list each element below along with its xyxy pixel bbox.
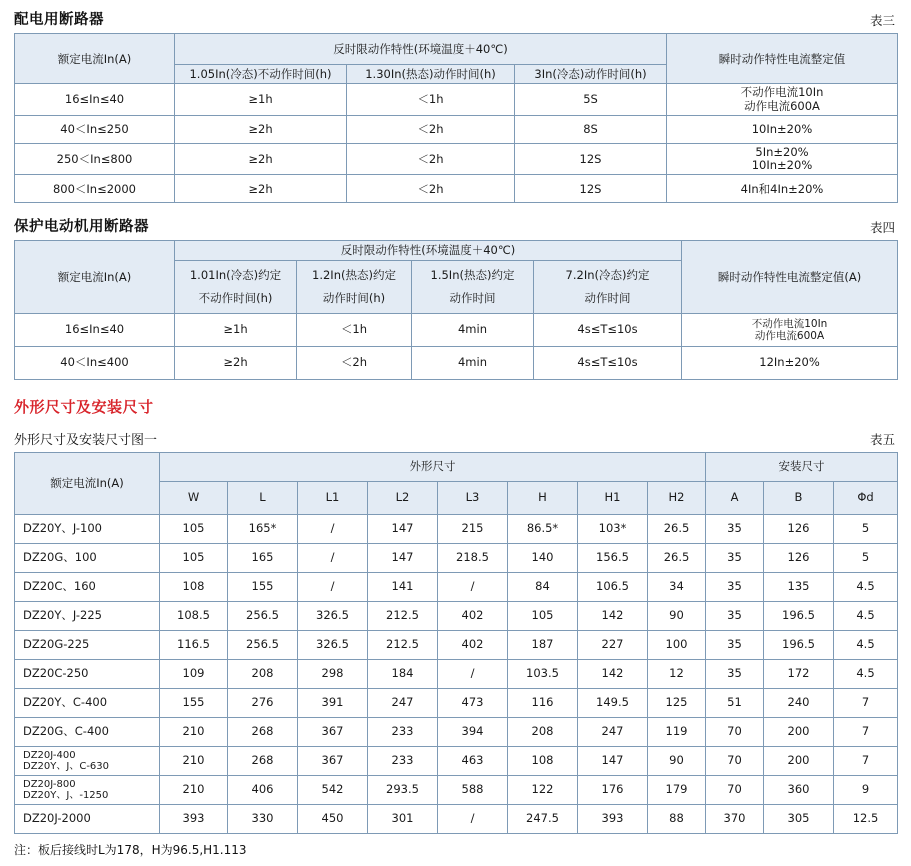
th-72in-line1: 7.2In(冷态)约定 bbox=[565, 268, 650, 283]
table-row bbox=[15, 659, 898, 688]
cell-l: 330 bbox=[228, 804, 298, 833]
table-dimensions bbox=[14, 452, 898, 834]
cell-phid: 5 bbox=[834, 543, 898, 572]
cell-l2: 212.5 bbox=[368, 630, 438, 659]
table-row bbox=[15, 746, 898, 775]
cell-w: 210 bbox=[160, 717, 228, 746]
cell-l1: 542 bbox=[298, 775, 368, 804]
cell-a: 370 bbox=[706, 804, 764, 833]
cell-model-line1: DZ20J-800 bbox=[23, 778, 76, 790]
cell-b: 240 bbox=[764, 688, 834, 717]
cell-h1: 393 bbox=[578, 804, 648, 833]
th-instant-setting: 瞬时动作特性电流整定值 bbox=[667, 34, 898, 84]
cell-l3: 218.5 bbox=[438, 543, 508, 572]
cell-phid: 4.5 bbox=[834, 572, 898, 601]
cell-l1: 391 bbox=[298, 688, 368, 717]
th-outline-dimensions: 外形尺寸 bbox=[160, 452, 706, 481]
cell-15: 4min bbox=[412, 313, 534, 346]
th-mounting-dimensions: 安装尺寸 bbox=[706, 452, 898, 481]
cell-a: 70 bbox=[706, 746, 764, 775]
cell-h2: 26.5 bbox=[648, 514, 706, 543]
table-row bbox=[15, 601, 898, 630]
cell-instant-line1: 5In±20% bbox=[755, 144, 809, 159]
cell-b: 196.5 bbox=[764, 601, 834, 630]
cell-h2: 12 bbox=[648, 659, 706, 688]
cell-l: 155 bbox=[228, 572, 298, 601]
th-l: L bbox=[228, 481, 298, 514]
cell-phid: 4.5 bbox=[834, 630, 898, 659]
th-b: B bbox=[764, 481, 834, 514]
th-rated-current: 额定电流In(A) bbox=[15, 452, 160, 514]
cell-h1: 103* bbox=[578, 514, 648, 543]
cell-w: 393 bbox=[160, 804, 228, 833]
cell-l: 208 bbox=[228, 659, 298, 688]
cell-105: ≥2h bbox=[175, 175, 347, 203]
cell-model-line1: DZ20J-400 bbox=[23, 749, 76, 761]
table-row bbox=[15, 804, 898, 833]
cell-l1: / bbox=[298, 543, 368, 572]
th-105in: 1.05In(冷态)不动作时间(h) bbox=[175, 65, 347, 84]
cell-l: 256.5 bbox=[228, 601, 298, 630]
th-15in bbox=[412, 260, 534, 313]
table-row bbox=[15, 115, 898, 143]
th-12in bbox=[297, 260, 412, 313]
cell-h: 247.5 bbox=[508, 804, 578, 833]
th-l3: L3 bbox=[438, 481, 508, 514]
table-note: 注：板后接线时L为178，H为96.5,H1.113 bbox=[14, 842, 247, 857]
table3-heading bbox=[14, 8, 897, 29]
cell-phid: 7 bbox=[834, 746, 898, 775]
table-row bbox=[15, 775, 898, 804]
table-distribution-breaker bbox=[14, 33, 898, 203]
cell-model: DZ20Y、J-225 bbox=[15, 601, 160, 630]
cell-h: 108 bbox=[508, 746, 578, 775]
cell-h1: 106.5 bbox=[578, 572, 648, 601]
cell-3in: 12S bbox=[515, 175, 667, 203]
cell-model: DZ20G、100 bbox=[15, 543, 160, 572]
cell-w: 155 bbox=[160, 688, 228, 717]
cell-h1: 149.5 bbox=[578, 688, 648, 717]
cell-model bbox=[15, 775, 160, 804]
cell-w: 108.5 bbox=[160, 601, 228, 630]
table4-number: 表四 bbox=[869, 220, 895, 236]
cell-l3: / bbox=[438, 804, 508, 833]
cell-h2: 125 bbox=[648, 688, 706, 717]
cell-l1: 298 bbox=[298, 659, 368, 688]
cell-l1: 450 bbox=[298, 804, 368, 833]
cell-105: ≥1h bbox=[175, 84, 347, 115]
cell-130: ＜2h bbox=[347, 115, 515, 143]
table-row bbox=[15, 346, 898, 379]
cell-130: ＜1h bbox=[347, 84, 515, 115]
cell-h2: 90 bbox=[648, 746, 706, 775]
cell-l1: / bbox=[298, 514, 368, 543]
cell-h: 105 bbox=[508, 601, 578, 630]
cell-h1: 156.5 bbox=[578, 543, 648, 572]
cell-l3: 215 bbox=[438, 514, 508, 543]
table-row bbox=[15, 143, 898, 174]
cell-l2: 301 bbox=[368, 804, 438, 833]
th-72in bbox=[534, 260, 682, 313]
cell-rated: 16≤In≤40 bbox=[15, 313, 175, 346]
cell-h2: 26.5 bbox=[648, 543, 706, 572]
cell-l1: / bbox=[298, 572, 368, 601]
cell-15: 4min bbox=[412, 346, 534, 379]
cell-w: 210 bbox=[160, 775, 228, 804]
cell-l: 276 bbox=[228, 688, 298, 717]
cell-w: 108 bbox=[160, 572, 228, 601]
th-15in-line1: 1.5In(热态)约定 bbox=[430, 268, 515, 283]
th-3in: 3In(冷态)动作时间(h) bbox=[515, 65, 667, 84]
cell-a: 35 bbox=[706, 543, 764, 572]
table-row bbox=[15, 688, 898, 717]
cell-l3: 402 bbox=[438, 601, 508, 630]
cell-l2: 247 bbox=[368, 688, 438, 717]
cell-model: DZ20Y、J-100 bbox=[15, 514, 160, 543]
cell-b: 126 bbox=[764, 514, 834, 543]
cell-h1: 147 bbox=[578, 746, 648, 775]
cell-model: DZ20J-2000 bbox=[15, 804, 160, 833]
cell-l3: 394 bbox=[438, 717, 508, 746]
cell-w: 116.5 bbox=[160, 630, 228, 659]
th-12in-line1: 1.2In(热态)约定 bbox=[312, 268, 396, 283]
cell-101: ≥2h bbox=[175, 346, 297, 379]
cell-model: DZ20C、160 bbox=[15, 572, 160, 601]
table-row bbox=[15, 630, 898, 659]
cell-instant-line2: 动作电流600A bbox=[754, 329, 825, 342]
th-a: A bbox=[706, 481, 764, 514]
cell-model: DZ20G、C-400 bbox=[15, 717, 160, 746]
cell-l2: 233 bbox=[368, 746, 438, 775]
section-title-dimensions: 外形尺寸及安装尺寸 bbox=[14, 397, 154, 416]
cell-instant bbox=[667, 143, 898, 174]
cell-h: 86.5* bbox=[508, 514, 578, 543]
cell-h2: 179 bbox=[648, 775, 706, 804]
table4-heading bbox=[14, 215, 897, 236]
cell-l2: 147 bbox=[368, 514, 438, 543]
cell-model-line2: DZ20Y、J、C-630 bbox=[23, 760, 110, 772]
cell-model bbox=[15, 746, 160, 775]
th-101in-line1: 1.01In(冷态)约定 bbox=[189, 268, 282, 283]
cell-130: ＜2h bbox=[347, 175, 515, 203]
cell-w: 105 bbox=[160, 543, 228, 572]
table-row bbox=[15, 514, 898, 543]
cell-rated: 40＜In≤250 bbox=[15, 115, 175, 143]
cell-h2: 119 bbox=[648, 717, 706, 746]
cell-3in: 8S bbox=[515, 115, 667, 143]
cell-b: 172 bbox=[764, 659, 834, 688]
cell-l3: 402 bbox=[438, 630, 508, 659]
cell-12: ＜1h bbox=[297, 313, 412, 346]
cell-phid: 9 bbox=[834, 775, 898, 804]
cell-h: 103.5 bbox=[508, 659, 578, 688]
cell-h: 122 bbox=[508, 775, 578, 804]
th-l1: L1 bbox=[298, 481, 368, 514]
cell-l3: / bbox=[438, 659, 508, 688]
cell-l: 165 bbox=[228, 543, 298, 572]
cell-h2: 88 bbox=[648, 804, 706, 833]
cell-h2: 34 bbox=[648, 572, 706, 601]
cell-l2: 184 bbox=[368, 659, 438, 688]
cell-l1: 326.5 bbox=[298, 601, 368, 630]
cell-3in: 12S bbox=[515, 143, 667, 174]
cell-l: 406 bbox=[228, 775, 298, 804]
cell-h1: 142 bbox=[578, 659, 648, 688]
cell-l1: 367 bbox=[298, 746, 368, 775]
cell-l3: / bbox=[438, 572, 508, 601]
cell-h2: 90 bbox=[648, 601, 706, 630]
th-h2: H2 bbox=[648, 481, 706, 514]
cell-w: 109 bbox=[160, 659, 228, 688]
cell-105: ≥2h bbox=[175, 143, 347, 174]
th-101in bbox=[175, 260, 297, 313]
cell-72: 4s≤T≤10s bbox=[534, 313, 682, 346]
cell-model-line2: DZ20Y、J、-1250 bbox=[23, 789, 109, 801]
cell-l1: 326.5 bbox=[298, 630, 368, 659]
cell-b: 360 bbox=[764, 775, 834, 804]
th-phi-d: Φd bbox=[834, 481, 898, 514]
cell-instant bbox=[682, 313, 898, 346]
cell-l: 268 bbox=[228, 717, 298, 746]
cell-l2: 212.5 bbox=[368, 601, 438, 630]
cell-w: 105 bbox=[160, 514, 228, 543]
table-row bbox=[15, 175, 898, 203]
table-row bbox=[15, 34, 898, 65]
table-row bbox=[15, 84, 898, 115]
cell-a: 51 bbox=[706, 688, 764, 717]
th-12in-line2: 动作时间(h) bbox=[322, 290, 386, 305]
cell-phid: 4.5 bbox=[834, 601, 898, 630]
cell-h1: 142 bbox=[578, 601, 648, 630]
table3-number: 表三 bbox=[869, 13, 895, 28]
cell-h: 140 bbox=[508, 543, 578, 572]
cell-3in: 5S bbox=[515, 84, 667, 115]
th-130in: 1.30In(热态)动作时间(h) bbox=[347, 65, 515, 84]
cell-b: 200 bbox=[764, 717, 834, 746]
cell-rated: 40＜In≤400 bbox=[15, 346, 175, 379]
cell-l: 256.5 bbox=[228, 630, 298, 659]
table-row bbox=[15, 452, 898, 481]
cell-b: 200 bbox=[764, 746, 834, 775]
cell-h: 208 bbox=[508, 717, 578, 746]
table4-title: 保护电动机用断路器 bbox=[14, 219, 149, 236]
table5-heading bbox=[14, 429, 897, 448]
cell-h: 116 bbox=[508, 688, 578, 717]
table5-number: 表五 bbox=[869, 431, 895, 447]
cell-72: 4s≤T≤10s bbox=[534, 346, 682, 379]
cell-h1: 227 bbox=[578, 630, 648, 659]
cell-rated: 800＜In≤2000 bbox=[15, 175, 175, 203]
th-101in-line2: 不动作时间(h) bbox=[198, 290, 273, 305]
th-w: W bbox=[160, 481, 228, 514]
cell-a: 35 bbox=[706, 601, 764, 630]
cell-instant-line2: 动作电流600A bbox=[744, 98, 820, 113]
table5-title: 外形尺寸及安装尺寸图一 bbox=[14, 432, 158, 448]
cell-a: 35 bbox=[706, 659, 764, 688]
cell-model: DZ20C-250 bbox=[15, 659, 160, 688]
th-inverse-time-group: 反时限动作特性(环境温度＋40℃) bbox=[175, 241, 682, 260]
cell-l2: 141 bbox=[368, 572, 438, 601]
cell-b: 196.5 bbox=[764, 630, 834, 659]
cell-l3: 588 bbox=[438, 775, 508, 804]
th-h: H bbox=[508, 481, 578, 514]
cell-130: ＜2h bbox=[347, 143, 515, 174]
cell-a: 35 bbox=[706, 630, 764, 659]
th-72in-line2: 动作时间 bbox=[584, 290, 631, 305]
cell-a: 70 bbox=[706, 775, 764, 804]
cell-instant bbox=[667, 84, 898, 115]
table-row bbox=[15, 717, 898, 746]
cell-l2: 293.5 bbox=[368, 775, 438, 804]
th-h1: H1 bbox=[578, 481, 648, 514]
cell-l1: 367 bbox=[298, 717, 368, 746]
cell-model: DZ20Y、C-400 bbox=[15, 688, 160, 717]
cell-phid: 12.5 bbox=[834, 804, 898, 833]
th-rated-current: 额定电流In(A) bbox=[15, 34, 175, 84]
cell-h2: 100 bbox=[648, 630, 706, 659]
th-instant-setting: 瞬时动作特性电流整定值(A) bbox=[682, 241, 898, 313]
cell-105: ≥2h bbox=[175, 115, 347, 143]
cell-h1: 176 bbox=[578, 775, 648, 804]
cell-phid: 7 bbox=[834, 717, 898, 746]
cell-phid: 7 bbox=[834, 688, 898, 717]
cell-l: 165* bbox=[228, 514, 298, 543]
cell-phid: 4.5 bbox=[834, 659, 898, 688]
cell-h: 84 bbox=[508, 572, 578, 601]
cell-rated: 250＜In≤800 bbox=[15, 143, 175, 174]
cell-w: 210 bbox=[160, 746, 228, 775]
cell-instant: 10In±20% bbox=[667, 115, 898, 143]
cell-a: 35 bbox=[706, 572, 764, 601]
cell-b: 126 bbox=[764, 543, 834, 572]
table-row bbox=[15, 543, 898, 572]
cell-l3: 473 bbox=[438, 688, 508, 717]
cell-l2: 147 bbox=[368, 543, 438, 572]
th-15in-line2: 动作时间 bbox=[449, 290, 496, 305]
table-row bbox=[15, 313, 898, 346]
cell-l: 268 bbox=[228, 746, 298, 775]
cell-instant-line2: 10In±20% bbox=[751, 158, 813, 173]
table3-title: 配电用断路器 bbox=[14, 12, 104, 28]
table-row bbox=[15, 241, 898, 260]
cell-b: 135 bbox=[764, 572, 834, 601]
cell-instant-line1: 不动作电流10In bbox=[751, 317, 828, 330]
th-l2: L2 bbox=[368, 481, 438, 514]
cell-a: 35 bbox=[706, 514, 764, 543]
cell-101: ≥1h bbox=[175, 313, 297, 346]
table-row bbox=[15, 572, 898, 601]
th-rated-current: 额定电流In(A) bbox=[15, 241, 175, 313]
table-motor-protection-breaker bbox=[14, 240, 898, 379]
cell-12: ＜2h bbox=[297, 346, 412, 379]
cell-h1: 247 bbox=[578, 717, 648, 746]
cell-rated: 16≤In≤40 bbox=[15, 84, 175, 115]
cell-instant-line1: 不动作电流10In bbox=[740, 85, 824, 100]
cell-a: 70 bbox=[706, 717, 764, 746]
cell-model: DZ20G-225 bbox=[15, 630, 160, 659]
cell-l2: 233 bbox=[368, 717, 438, 746]
cell-phid: 5 bbox=[834, 514, 898, 543]
cell-instant: 4In和4In±20% bbox=[667, 175, 898, 203]
cell-instant: 12In±20% bbox=[682, 346, 898, 379]
cell-b: 305 bbox=[764, 804, 834, 833]
cell-l3: 463 bbox=[438, 746, 508, 775]
cell-h: 187 bbox=[508, 630, 578, 659]
th-inverse-time-group: 反时限动作特性(环境温度＋40℃) bbox=[175, 34, 667, 65]
